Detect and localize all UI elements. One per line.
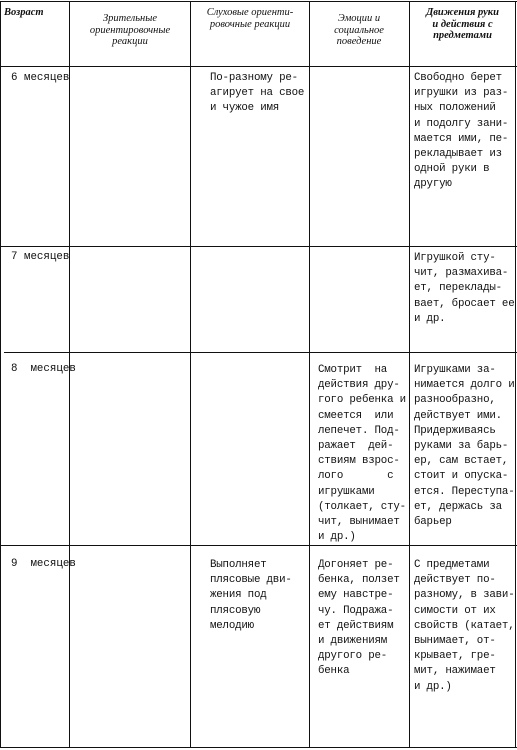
row-emotions: Догоняет ре- бенка, ползет ему навстре- чу. Подража- ет действиям и движениям другого ре- бенка (318, 559, 400, 678)
row-age: 8 месяцев (11, 363, 76, 375)
row-emotions: Смотрит на действия дру- гого ребенка и смеется или лепечет. Под- ражает дей- ствиям взрос- лого с игрушками (толкает, сту- чит, вынимает и др.) (318, 364, 406, 544)
header-emotions: Эмоции и социальное поведение (334, 13, 384, 47)
rule-row-2 (4, 352, 517, 353)
header-hands: Движения руки и действия с предметами (426, 7, 499, 41)
row-age: 7 месяцев (11, 251, 70, 263)
rule-col-2 (190, 1, 191, 748)
row-age: 6 месяцев (11, 72, 70, 84)
row-auditory: Выполняет плясовые дви- жения под плясовую мелодию (210, 559, 292, 632)
row-hands: Игрушками за- нимается долго и разнообразно, действует ими. Придерживаясь руками за барь- ер, сам встает, стоит и опуска- ется. Переступа- ет, держась за барьер (414, 364, 515, 529)
header-age: Возраст (4, 7, 44, 18)
header-visual: Зрительные ориентировочные реакции (89, 13, 171, 47)
row-hands: Свободно берет игрушки из раз- ных положений и подолгу зани- мается ими, пе- рекладывает из одной руки в другую (414, 72, 509, 191)
row-auditory: По-разному ре- агирует на свое и чужое имя (210, 72, 305, 115)
rule-bottom (0, 747, 517, 748)
rule-row-3 (0, 545, 517, 546)
header-auditory: Слуховые ориенти- ровочные реакции (206, 7, 294, 30)
rule-header-bottom (0, 66, 517, 67)
row-hands: С предметами действует по- разному, в зави- симости от их свойств (катает, вынимает, от- крывает, гре- мит, нажимает и др.) (414, 559, 515, 693)
rule-col-left (0, 1, 1, 748)
rule-col-right (515, 1, 516, 748)
rule-row-1 (0, 246, 517, 247)
rule-col-3 (309, 1, 310, 748)
row-hands: Игрушкой сту- чит, размахива- ет, переклады- вает, бросает ее и др. (414, 252, 515, 325)
rule-top (0, 1, 517, 2)
rule-col-4 (409, 1, 410, 748)
row-age: 9 месяцев (11, 558, 76, 570)
